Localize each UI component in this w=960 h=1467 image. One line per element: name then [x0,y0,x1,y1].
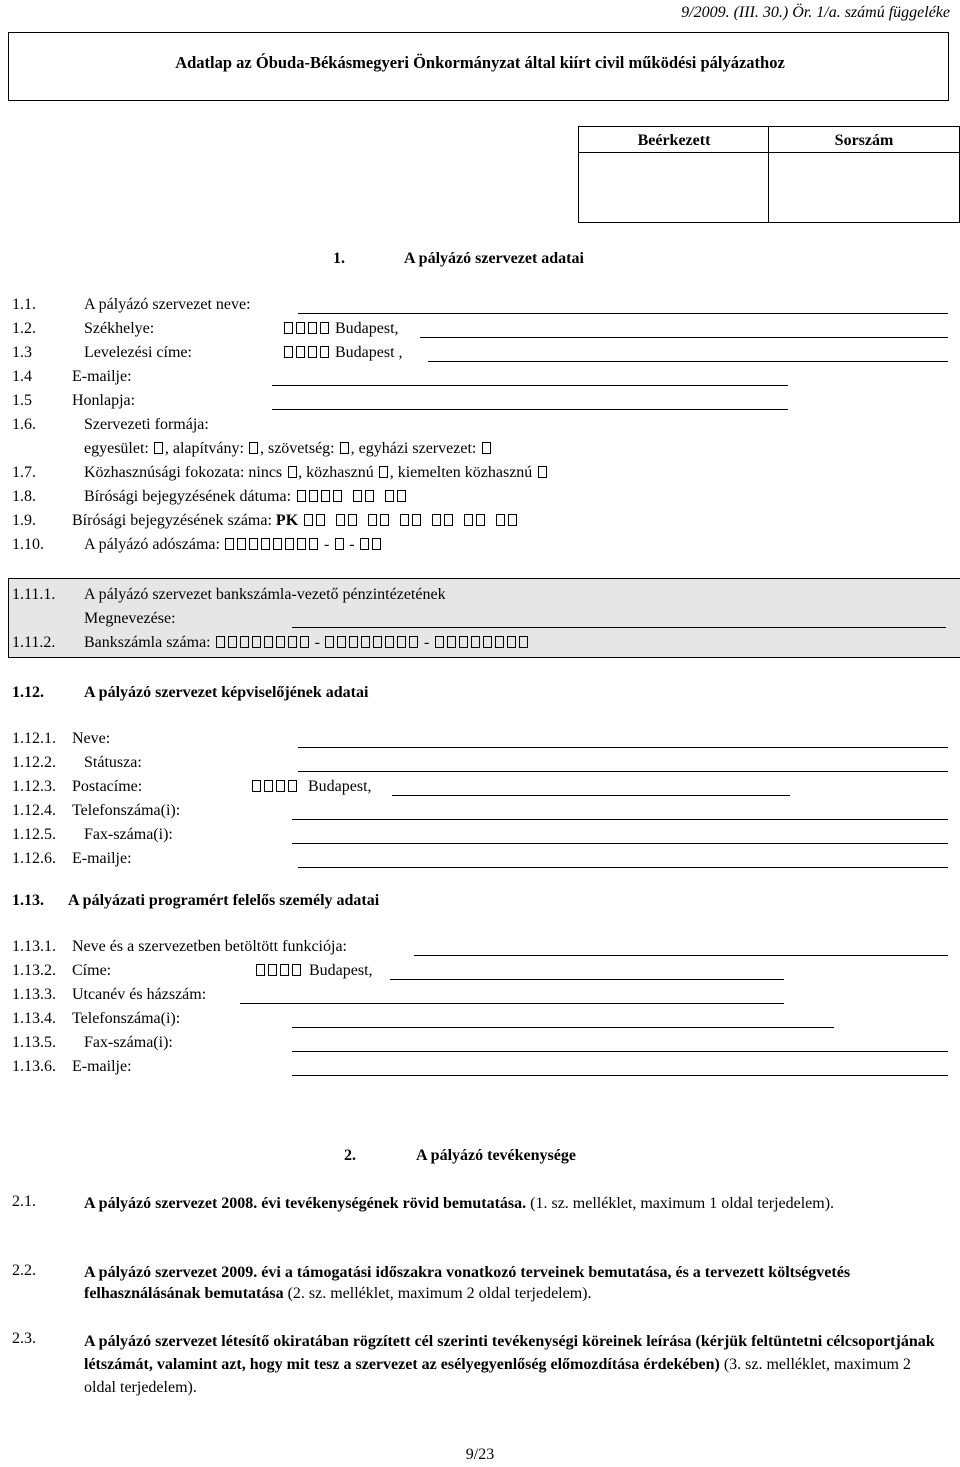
section-2-heading: A pályázó tevékenysége [416,1147,576,1164]
program-contact-number: 1.13. [12,892,44,909]
field-number: 1.12.3. [12,778,56,795]
contact-address-label: Címe: [72,962,112,979]
receipt-table-row-divider [578,152,960,153]
item-2-1-text: A pályázó szervezet 2008. évi tevékenységének rövid bemutatása. (1. sz. melléklet, maximum 1 oldal terjedelem). [84,1195,835,1212]
contact-phone-label: Telefonszáma(i): [72,1010,181,1027]
representative-number: 1.12. [12,684,44,701]
mailing-postcode-boxes[interactable] [282,344,330,362]
rep-address-field[interactable] [392,795,790,796]
contact-email-label: E-mailje: [72,1058,132,1075]
bank-account-boxes[interactable]: - - [215,634,530,651]
rep-city: Budapest, [308,778,372,795]
mailing-address-label: Levelezési címe: [84,344,192,361]
field-number: 1.6. [12,416,36,433]
field-number: 1.3 [12,344,32,361]
website-label: Honlapja: [72,392,136,409]
section-1-heading: A pályázó szervezet adatai [404,250,584,267]
field-number: 1.12.2. [12,754,56,771]
seat-label: Székhelye: [84,320,155,337]
contact-email-field[interactable] [292,1075,948,1076]
mailing-address-field[interactable] [428,361,948,362]
email-field[interactable] [272,385,788,386]
serial-number-field[interactable] [770,155,956,219]
field-number: 1.11.1. [12,586,56,603]
item-number: 2.2. [12,1262,36,1279]
registration-date-row: Bírósági bejegyzésének dátuma: [84,488,415,506]
rep-fax-label: Fax-száma(i): [84,826,173,843]
contact-postcode-boxes[interactable] [254,962,302,980]
tax-number-boxes[interactable]: - - [224,536,383,553]
rep-email-label: E-mailje: [72,850,132,867]
rep-status-field[interactable] [298,771,948,772]
date-day-boxes[interactable] [383,488,407,506]
field-number: 1.12.6. [12,850,56,867]
field-number: 1.13.1. [12,938,56,955]
item-number: 2.1. [12,1193,36,1210]
field-number: 1.7. [12,464,36,481]
rep-postal-label: Postacíme: [72,778,143,795]
registration-number-boxes[interactable] [302,512,526,529]
field-number: 1.4 [12,368,32,385]
section-2-number: 2. [344,1147,356,1164]
page-title: Adatlap az Óbuda-Békásmegyeri Önkormányzat által kiírt civil működési pályázathoz [175,53,785,72]
field-number: 1.11.2. [12,634,56,651]
field-number: 1.12.1. [12,730,56,747]
item-number: 2.3. [12,1330,36,1347]
checkbox-prominent-public-benefit[interactable] [538,466,547,478]
seat-postcode-boxes[interactable] [282,320,330,338]
contact-phone-field[interactable] [292,1027,834,1028]
contact-street-label: Utcanév és házszám: [72,986,207,1003]
rep-postcode-boxes[interactable] [250,778,298,796]
field-number: 1.5 [12,392,32,409]
page-number: 9/23 [465,1446,495,1463]
checkbox-none[interactable] [288,466,297,478]
org-form-options: egyesület: , alapítvány: , szövetség: , egyházi szervezet: [84,440,492,458]
program-contact-heading: A pályázati programért felelős személy adatai [68,892,380,909]
received-date-field[interactable] [580,155,766,219]
field-number: 1.13.2. [12,962,56,979]
contact-address-field[interactable] [390,979,784,980]
checkbox-foundation[interactable] [249,442,258,454]
contact-name-field[interactable] [414,955,948,956]
field-number: 1.10. [12,536,44,553]
serial-number-header: Sorszám [834,132,894,149]
contact-city: Budapest, [309,962,373,979]
bank-account-row: Bankszámla száma: - - [84,634,529,652]
rep-name-label: Neve: [72,730,111,747]
field-number: 1.12.4. [12,802,56,819]
field-number: 1.12.5. [12,826,56,843]
rep-name-field[interactable] [298,747,948,748]
bank-name-field[interactable] [292,627,946,628]
registration-number-row: Bírósági bejegyzésének száma: PK [72,512,526,530]
public-benefit-row: Közhasznúsági fokozata: nincs , közhasznú , kiemelten közhasznú [84,464,548,482]
date-year-boxes[interactable] [295,488,343,506]
contact-name-label: Neve és a szervezetben betöltött funkciója: [72,938,347,955]
seat-city: Budapest, [335,320,399,337]
bank-name-label: Megnevezése: [84,610,176,627]
tax-number-row: A pályázó adószáma: - - [84,536,383,554]
bank-institution-label: A pályázó szervezet bankszámla-vezető pénzintézetének [84,586,446,603]
contact-fax-field[interactable] [292,1051,948,1052]
contact-street-field[interactable] [240,1003,784,1004]
website-field[interactable] [272,409,788,410]
checkbox-association[interactable] [154,442,163,454]
field-number: 1.13.5. [12,1034,56,1051]
rep-status-label: Státusza: [84,754,142,771]
rep-email-field[interactable] [298,867,948,868]
field-number: 1.13.3. [12,986,56,1003]
checkbox-public-benefit[interactable] [379,466,388,478]
field-number: 1.13.4. [12,1010,56,1027]
field-number: 1.2. [12,320,36,337]
mailing-city: Budapest , [335,344,403,361]
org-name-field[interactable] [298,313,948,314]
regulation-reference: 9/2009. (III. 30.) Ör. 1/a. számú függeléke [681,4,950,21]
received-header: Beérkezett [637,132,711,149]
org-name-label: A pályázó szervezet neve: [84,296,251,313]
rep-phone-field[interactable] [292,819,948,820]
contact-fax-label: Fax-száma(i): [84,1034,173,1051]
item-2-2-text: A pályázó szervezet 2009. évi a támogatási időszakra vonatkozó terveinek bemutatása, és a tervezett költségvetés felhasználásának bemutatása (2. sz. melléklet, maximum 2 oldal terjedelem). [84,1264,851,1302]
field-number: 1.8. [12,488,36,505]
rep-phone-label: Telefonszáma(i): [72,802,181,819]
email-label: E-mailje: [72,368,132,385]
org-form-label: Szervezeti formája: [84,416,209,433]
item-2-3-text: A pályázó szervezet létesítő okiratában rögzített cél szerinti tevékenységi köreinek leírása (kérjük feltüntetni célcsoportjának létszámát, valamint azt, hogy mit tesz a szervezet az esélyegyenlőség előmozdítása érdekében) (3. sz. melléklet, maximum 2 oldal terjedelem). [84,1333,935,1396]
section-1-number: 1. [333,250,345,267]
checkbox-church-org[interactable] [482,442,491,454]
rep-fax-field[interactable] [292,843,948,844]
field-number: 1.9. [12,512,36,529]
date-month-boxes[interactable] [351,488,375,506]
checkbox-federation[interactable] [340,442,349,454]
seat-address-field[interactable] [420,337,948,338]
field-number: 1.1. [12,296,36,313]
field-number: 1.13.6. [12,1058,56,1075]
representative-heading: A pályázó szervezet képviselőjének adatai [84,684,369,701]
